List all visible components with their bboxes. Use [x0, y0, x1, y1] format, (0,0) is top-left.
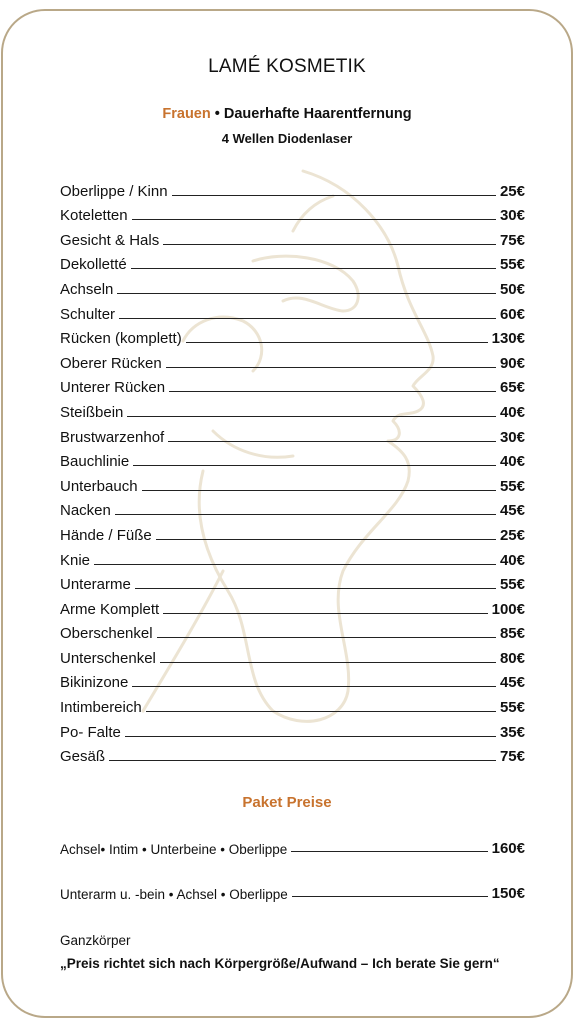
- item-price: 85€: [499, 625, 525, 643]
- price-row: [60, 471, 525, 496]
- item-label: Dekolletté: [60, 256, 127, 274]
- item-label: Bauchlinie: [60, 453, 130, 471]
- item-label: Koteletten: [60, 207, 128, 225]
- laser-type: 4 Wellen Diodenlaser: [221, 131, 353, 146]
- item-label: Unterarme: [60, 576, 131, 594]
- item-label: Gesicht & Hals: [60, 231, 160, 249]
- item-price: 55€: [499, 477, 525, 495]
- price-row: [60, 201, 525, 226]
- ganzkoerper-label: Ganzkörper: [60, 933, 131, 948]
- price-row: [60, 545, 525, 570]
- heading-separator: •: [210, 106, 224, 122]
- item-label: Po- Falte: [60, 723, 121, 741]
- price-row: [60, 692, 525, 717]
- item-price: 55€: [499, 699, 525, 717]
- ganzkoerper-note: „Preis richtet sich nach Körpergröße/Aufwand – Ich berate Sie gern“: [60, 956, 500, 971]
- item-label: Brustwarzenhof: [60, 428, 165, 446]
- item-price: 45€: [499, 502, 525, 520]
- price-row: [60, 643, 525, 668]
- item-label: Gesäß: [60, 748, 106, 766]
- brand-title: LAMÉ KOSMETIK: [208, 56, 366, 77]
- package-price: 160€: [491, 840, 525, 857]
- leader-line: [94, 564, 496, 565]
- price-row: [60, 496, 525, 521]
- leader-line: [157, 637, 496, 638]
- item-price: 55€: [499, 256, 525, 274]
- leader-line: [115, 514, 496, 515]
- package-row: [60, 885, 525, 902]
- price-row: [60, 397, 525, 422]
- item-price: 75€: [499, 231, 525, 249]
- item-price: 30€: [499, 207, 525, 225]
- item-label: Unterbauch: [60, 477, 138, 495]
- package-label: Achsel• Intim • Unterbeine • Oberlippe: [60, 842, 288, 857]
- item-label: Bikinizone: [60, 674, 129, 692]
- leader-line: [132, 686, 496, 687]
- leader-line: [169, 391, 496, 392]
- leader-line: [142, 490, 496, 491]
- leader-line: [186, 342, 488, 343]
- leader-line: [292, 896, 488, 897]
- leader-line: [133, 465, 496, 466]
- item-price: 40€: [499, 453, 525, 471]
- item-label: Achseln: [60, 280, 114, 298]
- leader-line: [131, 268, 496, 269]
- price-row: [60, 324, 525, 349]
- price-row: [60, 742, 525, 767]
- price-row: [60, 717, 525, 742]
- price-row: [60, 619, 525, 644]
- item-price: 130€: [491, 330, 525, 348]
- package-label: Unterarm u. -bein • Achsel • Oberlippe: [60, 887, 288, 902]
- audience-label: Frauen: [162, 106, 211, 122]
- leader-line: [125, 736, 496, 737]
- item-label: Unterschenkel: [60, 649, 156, 667]
- section-heading: [3, 106, 571, 122]
- item-price: 50€: [499, 280, 525, 298]
- price-row: [60, 176, 525, 201]
- item-label: Rücken (komplett): [60, 330, 182, 348]
- price-row: [60, 422, 525, 447]
- item-price: 60€: [499, 305, 525, 323]
- leader-line: [117, 293, 496, 294]
- item-label: Steißbein: [60, 403, 124, 421]
- leader-line: [109, 760, 496, 761]
- price-row: [60, 373, 525, 398]
- item-label: Arme Komplett: [60, 600, 160, 618]
- item-price: 25€: [499, 526, 525, 544]
- leader-line: [146, 711, 496, 712]
- item-price: 90€: [499, 354, 525, 372]
- item-label: Oberer Rücken: [60, 354, 162, 372]
- item-price: 40€: [499, 551, 525, 569]
- leader-line: [127, 416, 496, 417]
- item-label: Unterer Rücken: [60, 379, 166, 397]
- paket-title: Paket Preise: [242, 794, 332, 811]
- package-row: [60, 840, 525, 857]
- leader-line: [291, 851, 487, 852]
- item-price: 40€: [499, 403, 525, 421]
- service-label: Dauerhafte Haarentfernung: [223, 106, 412, 122]
- price-row: [60, 447, 525, 472]
- price-card: [1, 9, 573, 1018]
- item-price: 100€: [491, 600, 525, 618]
- item-price: 25€: [499, 182, 525, 200]
- item-label: Hände / Füße: [60, 526, 152, 544]
- price-row: [60, 348, 525, 373]
- leader-line: [163, 244, 496, 245]
- price-row: [60, 520, 525, 545]
- leader-line: [135, 588, 496, 589]
- leader-line: [160, 662, 496, 663]
- leader-line: [166, 367, 496, 368]
- item-price: 75€: [499, 748, 525, 766]
- item-label: Schulter: [60, 305, 116, 323]
- item-label: Nacken: [60, 502, 111, 520]
- item-label: Intimbereich: [60, 699, 142, 717]
- price-row: [60, 594, 525, 619]
- item-price: 45€: [499, 674, 525, 692]
- price-row: [60, 250, 525, 275]
- item-label: Oberschenkel: [60, 625, 153, 643]
- leader-line: [132, 219, 496, 220]
- leader-line: [168, 441, 496, 442]
- item-price: 55€: [499, 576, 525, 594]
- item-price: 30€: [499, 428, 525, 446]
- package-price: 150€: [491, 885, 525, 902]
- leader-line: [119, 318, 496, 319]
- leader-line: [172, 195, 496, 196]
- item-price: 80€: [499, 649, 525, 667]
- leader-line: [156, 539, 496, 540]
- price-row: [60, 668, 525, 693]
- item-price: 65€: [499, 379, 525, 397]
- price-row: [60, 299, 525, 324]
- item-label: Knie: [60, 551, 91, 569]
- item-price: 35€: [499, 723, 525, 741]
- leader-line: [163, 613, 487, 614]
- item-label: Oberlippe / Kinn: [60, 182, 168, 200]
- price-row: [60, 570, 525, 595]
- price-list: [60, 176, 525, 766]
- price-row: [60, 274, 525, 299]
- price-row: [60, 225, 525, 250]
